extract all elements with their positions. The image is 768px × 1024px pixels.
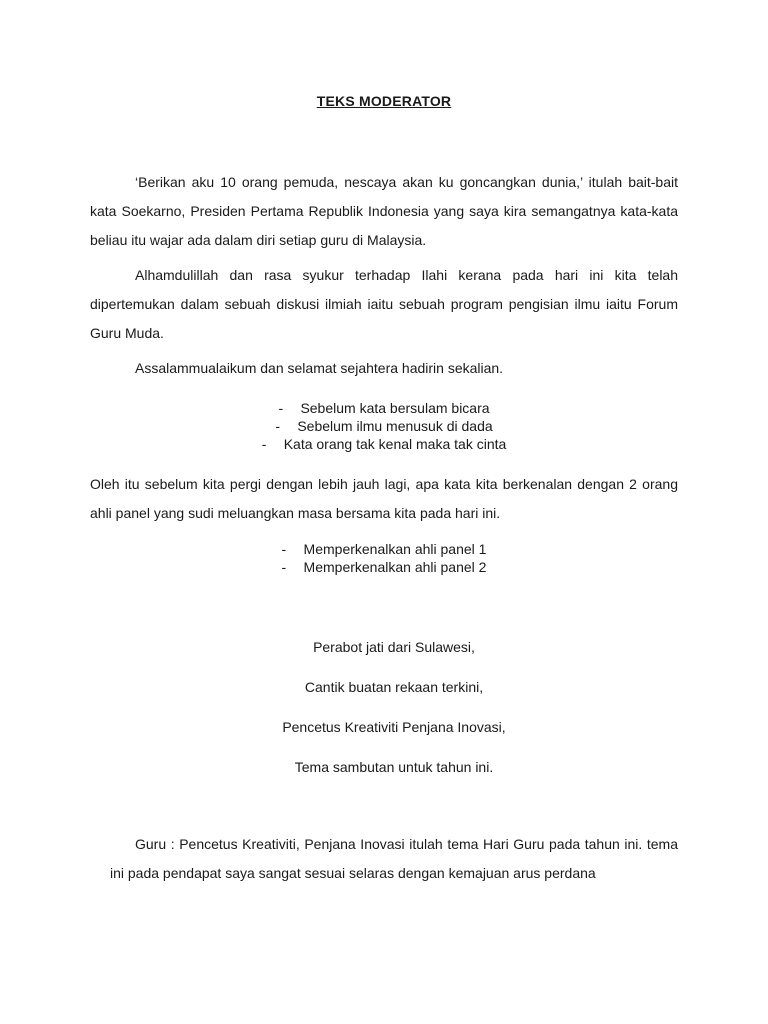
poem-line: Tema sambutan untuk tahun ini. (294, 759, 494, 775)
list-item-text: Sebelum ilmu menusuk di dada (297, 418, 493, 434)
pantun-list (0, 399, 768, 453)
list-dash: - (278, 400, 284, 416)
paragraph-theme: Guru : Pencetus Kreativiti, Penjana Inovasi itulah tema Hari Guru pada tahun ini. tema ini pada pendapat saya sangat sesuai selaras dengan kemajuan arus perdana (110, 836, 678, 881)
poem-line: Pencetus Kreativiti Penjana Inovasi, (282, 719, 506, 735)
list-item-text: Sebelum kata bersulam bicara (300, 400, 490, 416)
list-item-text: Memperkenalkan ahli panel 2 (303, 559, 487, 575)
list-item (0, 435, 768, 453)
list-item-text: Kata orang tak kenal maka tak cinta (283, 436, 507, 452)
list-dash: - (275, 418, 280, 434)
list-item-text: Memperkenalkan ahli panel 1 (303, 541, 487, 557)
poem-block (0, 632, 768, 792)
list-dash: - (281, 541, 287, 557)
poem-line: Perabot jati dari Sulawesi, (313, 639, 475, 655)
paragraph-greeting: Assalammualaikum dan selamat sejahtera hadirin sekalian. (135, 360, 504, 376)
document-title: TEKS MODERATOR (316, 93, 452, 109)
paragraph-introduction: Oleh itu sebelum kita pergi dengan lebih jauh lagi, apa kata kita berkenalan dengan 2 orang ahli panel yang sudi meluangkan masa bersama kita pada hari ini. (90, 476, 678, 521)
paragraph-gratitude: Alhamdulillah dan rasa syukur terhadap Ilahi kerana pada hari ini kita telah dipertemukan dalam sebuah diskusi ilmiah iaitu sebuah program pengisian ilmu iaitu Forum Guru Muda. (90, 267, 678, 341)
list-dash: - (281, 559, 287, 575)
list-item (0, 540, 768, 558)
list-dash: - (261, 436, 267, 452)
list-item (0, 417, 768, 435)
panel-list (0, 540, 768, 576)
paragraph-opening-quote: ‘Berikan aku 10 orang pemuda, nescaya akan ku goncangkan dunia,’ itulah bait-bait kata Soekarno, Presiden Pertama Republik Indonesia yang saya kira semangatnya kata-kata beliau itu wajar ada dalam diri setiap guru di Malaysia. (90, 174, 678, 248)
poem-line: Cantik buatan rekaan terkini, (304, 679, 484, 695)
list-item (0, 558, 768, 576)
list-item (0, 399, 768, 417)
